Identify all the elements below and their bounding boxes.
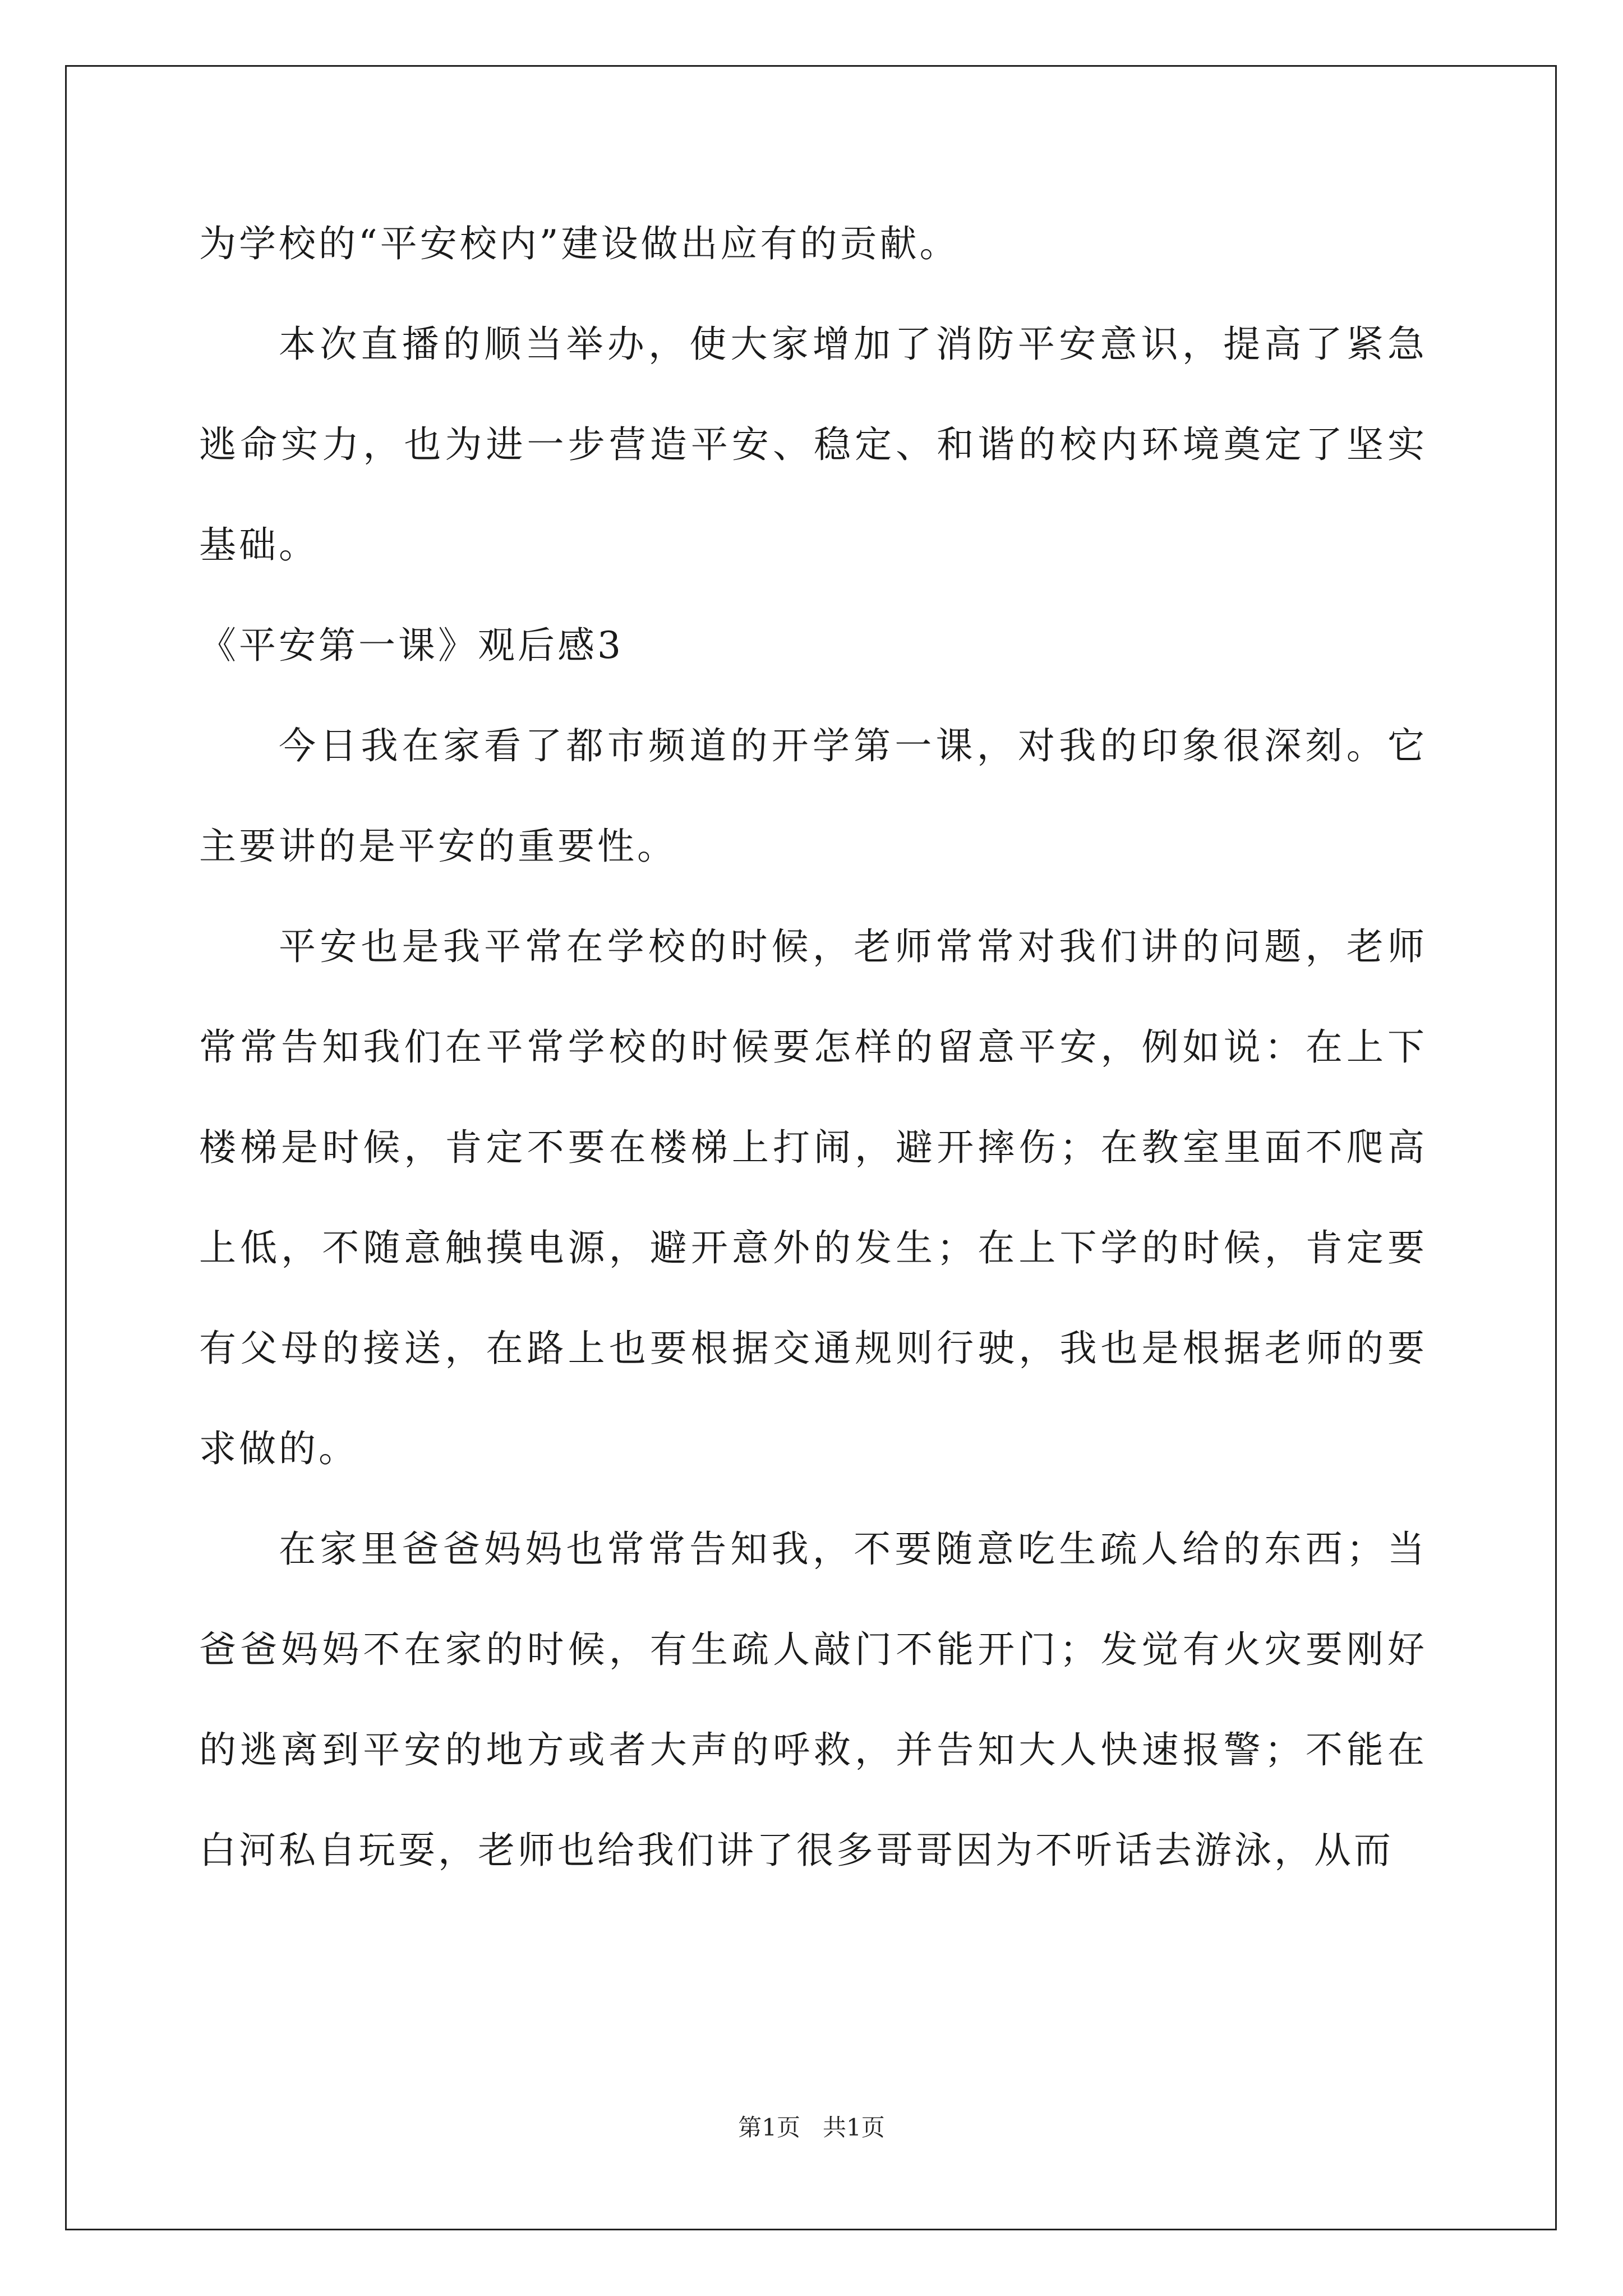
document-body: [199, 194, 1427, 1901]
paragraph-3: 今日我在家看了都市频道的开学第一课，对我的印象很深刻。它主要讲的是平安的重要性。: [199, 724, 1427, 868]
paragraph-4: 平安也是我平常在学校的时候，老师常常对我们讲的问题，老师常常告知我们在平常学校的时候要怎样的留意平安，例如说：在上下楼梯是时候，肯定不要在楼梯上打闹，避开摔伤；在教室里面不爬高上低，不随意触摸电源，避开意外的发生；在上下学的时候，肯定要有父母的接送，在路上也要根据交通规则行驶，我也是根据老师的要求做的。: [199, 925, 1427, 1470]
paragraph-2: 本次直播的顺当举办，使大家增加了消防平安意识，提高了紧急逃命实力，也为进一步营造平安、稳定、和谐的校内环境奠定了坚实基础。: [199, 323, 1427, 567]
paragraph-1: 为学校的“平安校内”建设做出应有的贡献。: [199, 222, 960, 265]
paragraph-5: 在家里爸爸妈妈也常常告知我，不要随意吃生疏人给的东西；当爸爸妈妈不在家的时候，有生疏人敲门不能开门；发觉有火灾要刚好的逃离到平安的地方或者大声的呼救，并告知大人快速报警；不能在白河私自玩耍，老师也给我们讲了很多哥哥因为不听话去游泳，从而: [199, 1527, 1427, 1872]
section-heading: 《平安第一课》观后感3: [199, 624, 624, 667]
page-number-footer: 第1页 共1页: [738, 2114, 885, 2141]
